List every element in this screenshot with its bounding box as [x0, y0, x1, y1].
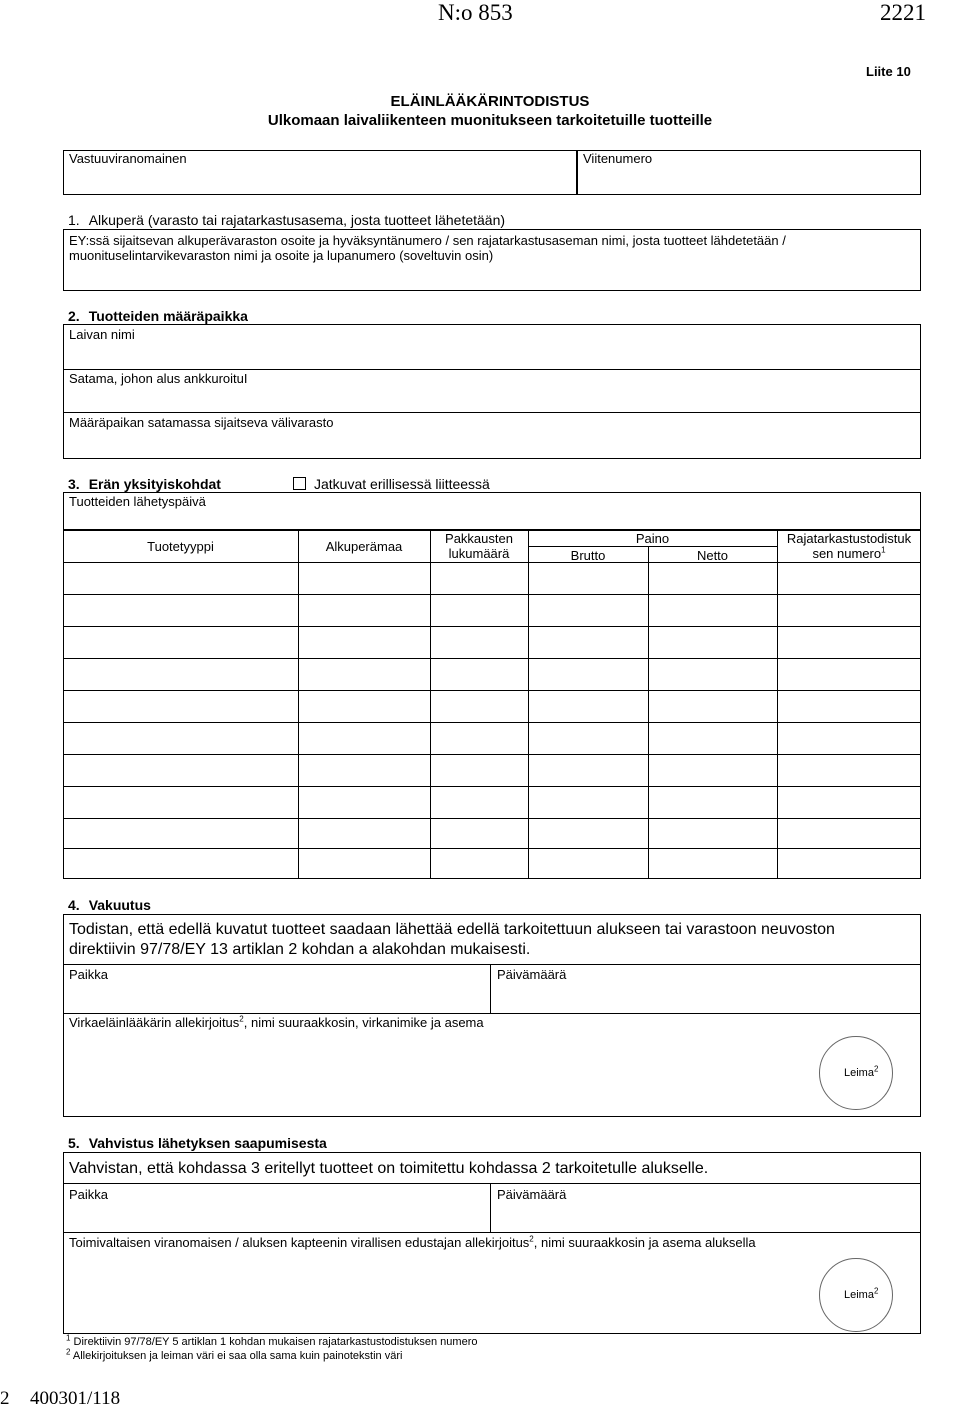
footnote-ref: 2 — [529, 1234, 534, 1244]
declaration-place-label: Paikka — [69, 967, 109, 982]
continued-checkbox[interactable] — [293, 477, 306, 490]
table-row-divider — [63, 626, 921, 627]
footnote-2-text: Allekirjoituksen ja leiman väri ei saa olla sama kuin painotekstin väri — [72, 1350, 403, 1362]
section-3-heading — [68, 476, 221, 492]
divider — [490, 1183, 491, 1233]
column-divider — [528, 530, 529, 879]
footnote-1 — [66, 1333, 478, 1349]
section-1-title: Alkuperä (varasto tai rajatarkastusasema, josta tuotteet lähetetään) — [88, 212, 506, 228]
footnote-1-text: Direktiivin 97/78/EY 5 artiklan 1 kohdan mukaisen rajatarkastustodistuksen numero — [73, 1336, 478, 1348]
section-4-number: 4. — [68, 897, 80, 913]
col-origin-country: Alkuperämaa — [325, 539, 403, 554]
table-row-divider — [63, 658, 921, 659]
title-line-1: ELÄINLÄÄKÄRINTODISTUS — [390, 93, 590, 110]
section-4-heading — [68, 897, 151, 913]
col-border-cert — [777, 531, 921, 561]
table-row-divider — [63, 848, 921, 849]
arrival-place-label: Paikka — [69, 1187, 109, 1202]
section-5-title: Vahvistus lähetyksen saapumisesta — [88, 1135, 327, 1151]
col-weight: Paino — [635, 531, 670, 546]
vet-signature-text: Virkaeläinlääkärin allekirjoitus — [69, 1015, 240, 1030]
divider — [63, 1232, 921, 1233]
destination-box — [63, 324, 921, 459]
origin-desc-line-1: EY:ssä sijaitsevan alkuperävaraston osoite ja hyväksyntänumero / sen rajatarkastusaseman nimi, josta tuotteet lähdetetään / — [69, 233, 786, 248]
section-3-title: Erän yksityiskohdat — [88, 476, 221, 492]
origin-desc-line-2: muonituselintarvikevaraston nimi ja osoite ja lupanumero (soveltuvin osin) — [69, 248, 494, 263]
footnote-1-mark: 1 — [66, 1333, 71, 1343]
table-row-divider — [63, 594, 921, 595]
col-gross: Brutto — [570, 548, 606, 563]
col-packages-line-2: lukumäärä — [448, 546, 510, 561]
footnote-2 — [66, 1347, 403, 1363]
col-border-cert-line-2-text: sen numero — [812, 546, 882, 561]
authority-signature-text: Toimivaltaisen viranomaisen / aluksen kapteenin virallisen edustajan allekirjoitus — [69, 1235, 530, 1250]
col-packages — [430, 531, 528, 561]
col-packages-line-1: Pakkausten — [445, 531, 513, 546]
section-4-title: Vakuutus — [88, 897, 151, 913]
document-title — [0, 92, 960, 130]
col-net: Netto — [696, 548, 729, 563]
stamp-label — [844, 1286, 879, 1301]
table-row-divider — [63, 818, 921, 819]
column-divider — [298, 530, 299, 879]
declaration-line-1: Todistan, että edellä kuvatut tuotteet saadaan lähettää edellä tarkoitettuun alukseen tai varastoon neuvoston — [69, 921, 835, 938]
warehouse-label: Määräpaikan satamassa sijaitseva välivarasto — [69, 415, 334, 430]
section-1-heading — [68, 212, 505, 228]
authority-signature-text-cont: , nimi suuraakkosin ja asema aluksella — [533, 1235, 756, 1250]
declaration-date-label: Päivämäärä — [497, 967, 567, 982]
vet-signature-label — [69, 1015, 484, 1030]
footnote-2-mark: 2 — [66, 1347, 71, 1357]
section-3-number: 3. — [68, 476, 80, 492]
col-border-cert-line-2 — [777, 546, 921, 561]
col-border-cert-line-1: Rajatarkastustodistuk — [786, 531, 912, 546]
table-row-divider — [63, 754, 921, 755]
arrival-statement: Vahvistan, että kohdassa 3 eritellyt tuotteet on toimitettu kohdassa 2 tarkoitetulle alukselle. — [69, 1160, 709, 1177]
section-2-number: 2. — [68, 308, 80, 324]
footnote-ref: 1 — [881, 545, 886, 555]
divider — [63, 964, 921, 965]
divider — [63, 1013, 921, 1014]
divider — [490, 964, 491, 1014]
declaration-line-2: direktiivin 97/78/EY 13 artiklan 2 kohdan a alakohdan mukaisesti. — [69, 941, 531, 958]
divider — [63, 369, 921, 370]
table-row-divider — [63, 722, 921, 723]
vet-signature-text-cont: , nimi suuraakkosin, virkanimike ja asema — [243, 1015, 484, 1030]
section-1-number: 1. — [68, 212, 80, 228]
col-product-type: Tuotetyyppi — [147, 539, 214, 554]
footer-page: 2 — [0, 1388, 10, 1409]
section-5-heading — [68, 1135, 327, 1151]
page-number: 2221 — [880, 0, 926, 25]
divider — [63, 1183, 921, 1184]
continued-label: Jatkuvat erillisessä liitteessä — [314, 476, 490, 492]
port-label: Satama, johon alus ankkuroituI — [69, 371, 248, 386]
footnote-ref: 2 — [873, 1286, 879, 1296]
authority-label: Vastuuviranomainen — [69, 151, 187, 166]
footnote-ref: 2 — [873, 1064, 879, 1074]
table-row-divider — [63, 786, 921, 787]
title-line-2: Ulkomaan laivaliikenteen muonitukseen tarkoitetuille tuotteille — [267, 112, 713, 129]
table-row-divider — [63, 690, 921, 691]
section-5-number: 5. — [68, 1135, 80, 1151]
column-divider — [430, 530, 431, 879]
annex-label: Liite 10 — [866, 64, 911, 79]
stamp-text: Leima — [844, 1067, 874, 1079]
column-divider — [648, 546, 649, 879]
authority-signature-label — [69, 1235, 756, 1250]
dispatch-date-label: Tuotteiden lähetyspäivä — [69, 494, 206, 509]
stamp-text: Leima — [844, 1289, 874, 1301]
arrival-date-label: Päivämäärä — [497, 1187, 567, 1202]
weight-subheader-line — [528, 546, 777, 547]
section-2-heading — [68, 308, 248, 324]
ship-name-label: Laivan nimi — [69, 327, 135, 342]
stamp-label — [844, 1064, 879, 1079]
column-divider — [777, 530, 778, 879]
reference-label: Viitenumero — [583, 151, 653, 166]
section-2-title: Tuotteiden määräpaikka — [88, 308, 248, 324]
divider — [63, 412, 921, 413]
consignment-table — [63, 530, 921, 879]
footer-code: 400301/118 — [30, 1388, 121, 1409]
table-header-bottom — [63, 562, 921, 563]
footnote-ref: 2 — [239, 1014, 244, 1024]
journal-number: N:o 853 — [438, 0, 513, 25]
